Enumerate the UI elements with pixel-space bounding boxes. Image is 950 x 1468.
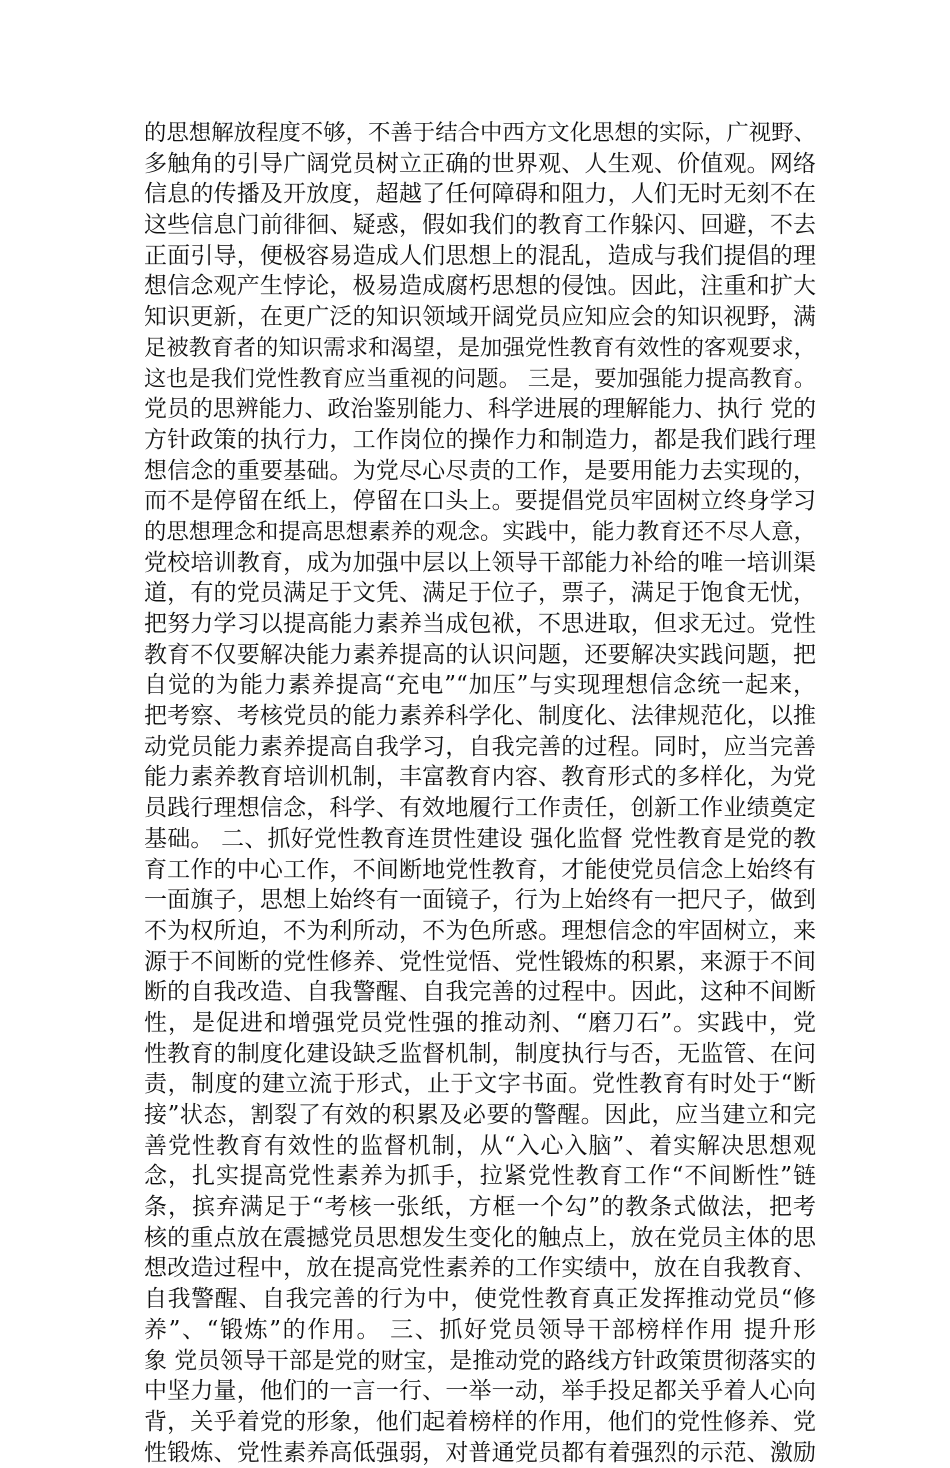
text-line: 性教育的制度化建设缺乏监督机制，制度执行与否，无监管、在问 bbox=[144, 1040, 816, 1067]
text-line: 自我警醒、自我完善的行为中，使党性教育真正发挥推动党员“修 bbox=[144, 1286, 816, 1313]
text-line: 党员的思辨能力、政治鉴别能力、科学进展的理解能力、执行 党的 bbox=[144, 396, 817, 423]
text-line: 念，扎实提高党性素养为抓手，拉紧党性教育工作“不间断性”链 bbox=[144, 1163, 816, 1190]
text-line: 育工作的中心工作，不间断地党性教育，才能使党员信念上始终有 bbox=[144, 856, 816, 883]
text-line: 知识更新，在更广泛的知识领域开阔党员应知应会的知识视野，满 bbox=[144, 304, 816, 331]
text-line: 不为权所迫，不为利所动，不为色所惑。理想信念的牢固树立，来 bbox=[144, 917, 816, 944]
text-line: 源于不间断的党性修养、党性觉悟、党性锻炼的积累，来源于不间 bbox=[144, 948, 816, 975]
text-line: 基础。 二、抓好党性教育连贯性建设 强化监督 党性教育是党的教 bbox=[144, 825, 816, 852]
text-line: 能力素养教育培训机制，丰富教育内容、教育形式的多样化，为党 bbox=[144, 764, 816, 791]
text-line: 核的重点放在震撼党员思想发生变化的触点上，放在党员主体的思 bbox=[144, 1224, 816, 1251]
text-line: 中坚力量，他们的一言一行、一举一动，举手投足都关乎着人心向 bbox=[144, 1378, 816, 1405]
text-line: 党校培训教育，成为加强中层以上领导干部能力补给的唯一培训渠 bbox=[144, 549, 816, 576]
text-line: 条，摈弃满足于“考核一张纸，方框一个勾”的教条式做法，把考 bbox=[144, 1194, 816, 1221]
text-line: 道，有的党员满足于文凭、满足于位子，票子，满足于饱食无忧， bbox=[144, 580, 816, 607]
text-line: 自觉的为能力素养提高“充电”“加压”与实现理想信念统一起来， bbox=[144, 672, 816, 699]
text-line: 养”、“锻炼”的作用。 三、抓好党员领导干部榜样作用 提升形 bbox=[144, 1316, 816, 1343]
text-line: 这些信息门前徘徊、疑惑，假如我们的教育工作躲闪、回避，不去 bbox=[144, 212, 816, 239]
text-line: 动党员能力素养提高自我学习，自我完善的过程。同时，应当完善 bbox=[144, 733, 816, 760]
text-line: 把努力学习以提高能力素养当成包袱，不思进取，但求无过。党性 bbox=[144, 611, 816, 637]
text-line: 象 党员领导干部是党的财宝，是推动党的路线方针政策贯彻落实的 bbox=[144, 1347, 817, 1374]
text-line: 一面旗子，思想上始终有一面镜子，行为上始终有一把尺子，做到 bbox=[144, 887, 816, 914]
body-text bbox=[144, 118, 816, 1468]
text-line: 想改造过程中，放在提高党性素养的工作实绩中，放在自我教育、 bbox=[144, 1255, 816, 1282]
text-line: 的思想理念和提高思想素养的观念。实践中，能力教育还不尽人意， bbox=[144, 518, 816, 545]
text-line: 教育不仅要解决能力素养提高的认识问题，还要解决实践问题，把 bbox=[144, 641, 816, 668]
text-line: 把考察、考核党员的能力素养科学化、制度化、法律规范化，以推 bbox=[144, 703, 816, 730]
text-line: 想信念观产生悖论，极易造成腐朽思想的侵蚀。因此，注重和扩大 bbox=[144, 273, 816, 300]
text-line: 的思想解放程度不够，不善于结合中西方文化思想的实际，广视野、 bbox=[144, 120, 816, 146]
text-line: 背，关乎着党的形象，他们起着榜样的作用，他们的党性修养、党 bbox=[144, 1408, 816, 1435]
text-line: 足被教育者的知识需求和渴望，是加强党性教育有效性的客观要求， bbox=[144, 334, 816, 361]
text-line: 接”状态，割裂了有效的积累及必要的警醒。因此，应当建立和完 bbox=[144, 1102, 816, 1128]
text-line: 性锻炼、党性素养高低强弱，对普通党员都有着强烈的示范、激励 bbox=[144, 1439, 816, 1466]
text-line: 这也是我们党性教育应当重视的问题。 三是，要加强能力提高教育。 bbox=[144, 365, 816, 392]
text-line: 员践行理想信念，科学、有效地履行工作责任，创新工作业绩奠定 bbox=[144, 795, 816, 822]
text-line: 而不是停留在纸上，停留在口头上。要提倡党员牢固树立终身学习 bbox=[144, 488, 816, 515]
text-line: 多触角的引导广阔党员树立正确的世界观、人生观、价值观。网络 bbox=[144, 150, 816, 177]
text-line: 正面引导，便极容易造成人们思想上的混乱，造成与我们提倡的理 bbox=[144, 242, 816, 269]
text-line: 善党性教育有效性的监督机制，从“入心入脑”、着实解决思想观 bbox=[144, 1132, 816, 1159]
text-line: 性，是促进和增强党员党性强的推动剂、“磨刀石”。实践中，党 bbox=[144, 1009, 816, 1036]
text-line: 信息的传播及开放度，超越了任何障碍和阻力，人们无时无刻不在 bbox=[144, 181, 816, 208]
text-line: 责，制度的建立流于形式，止于文字书面。党性教育有时处于“断 bbox=[144, 1071, 816, 1098]
text-line: 断的自我改造、自我警醒、自我完善的过程中。因此，这种不间断 bbox=[144, 979, 816, 1006]
text-line: 想信念的重要基础。为党尽心尽责的工作，是要用能力去实现的， bbox=[144, 457, 816, 484]
text-line: 方针政策的执行力，工作岗位的操作力和制造力，都是我们践行理 bbox=[144, 426, 816, 453]
